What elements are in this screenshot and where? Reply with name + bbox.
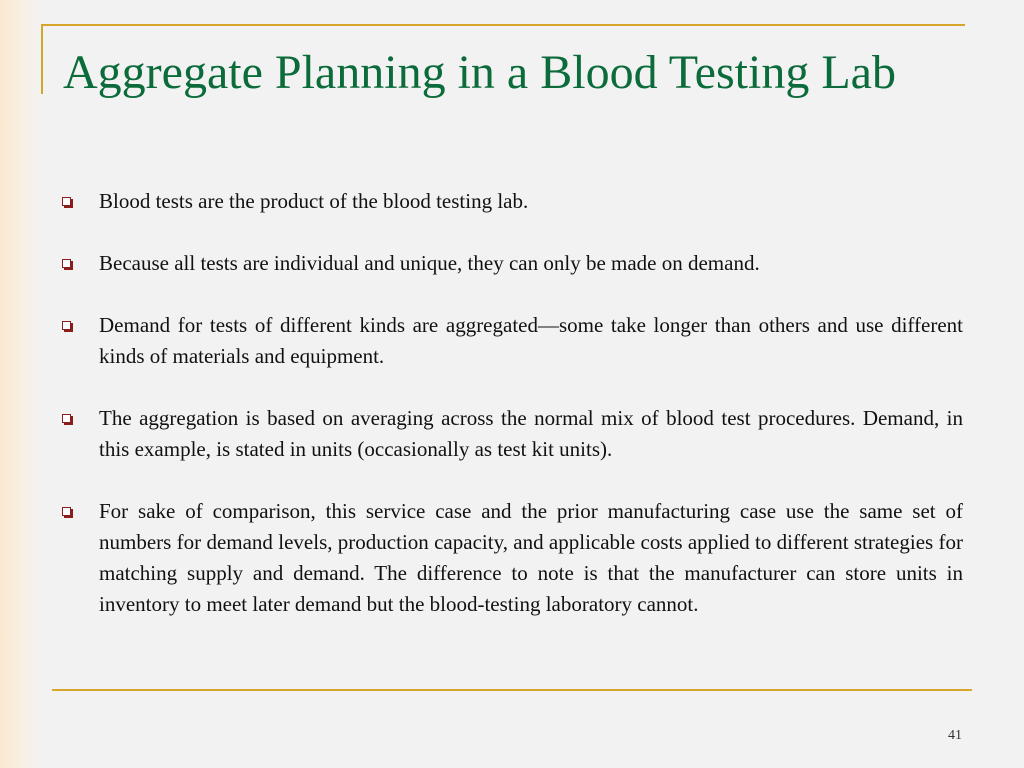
title-frame-top-rule <box>41 24 965 26</box>
bullet-item <box>62 496 963 620</box>
bullet-text: Demand for tests of different kinds are aggregated—some take longer than others and use different kinds of materials and equipment. <box>99 313 963 368</box>
bullet-text: Because all tests are individual and unique, they can only be made on demand. <box>99 251 760 275</box>
bullet-item <box>62 186 963 217</box>
square-bullet-icon <box>62 259 71 268</box>
bullet-list <box>62 186 963 651</box>
slide-number: 41 <box>948 728 962 743</box>
bullet-item <box>62 310 963 372</box>
bullet-text: For sake of comparison, this service case and the prior manufacturing case use the same set of numbers for demand levels, production capacity, and applicable costs applied to different strategies for matching supply and demand. The difference to note is that the manufacturer can store units in inventory to meet later demand but the blood-testing laboratory cannot. <box>99 499 963 616</box>
title-frame-left-rule <box>41 24 43 94</box>
slide-title: Aggregate Planning in a Blood Testing Lab <box>63 46 896 99</box>
bullet-item <box>62 403 963 465</box>
bullet-text: The aggregation is based on averaging across the normal mix of blood test procedures. Demand, in this example, is stated in units (occasionally as test kit units). <box>99 406 963 461</box>
bullet-item <box>62 248 963 279</box>
square-bullet-icon <box>62 321 71 330</box>
square-bullet-icon <box>62 197 71 206</box>
square-bullet-icon <box>62 414 71 423</box>
bullet-text: Blood tests are the product of the blood testing lab. <box>99 189 529 213</box>
left-decorative-band <box>0 0 40 768</box>
footer-rule <box>52 689 972 691</box>
square-bullet-icon <box>62 507 71 516</box>
